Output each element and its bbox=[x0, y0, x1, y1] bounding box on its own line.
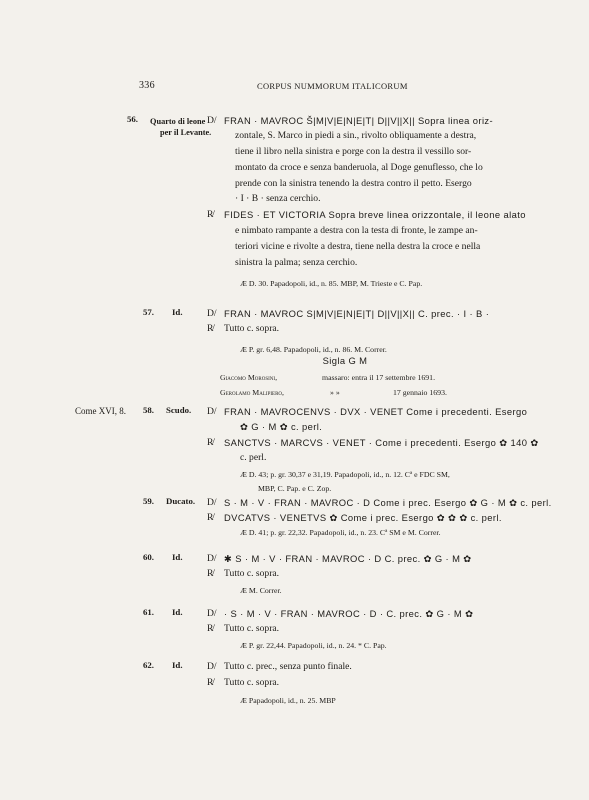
entry-61-reverse: Tutto c. sopra. bbox=[224, 623, 280, 634]
entry-57-obverse-mark: D/ bbox=[207, 308, 217, 319]
entry-60-obverse: ✱ S · M · V · FRAN · MAVROC · D C. prec. ✿ G · M ✿ bbox=[224, 553, 472, 564]
entry-56-obverse-line-6: · I · B · senza cerchio. bbox=[235, 193, 321, 204]
entry-56-reverse-line-2: e nimbato rampante a destra con la testa di fronte, le zampe an- bbox=[235, 225, 478, 236]
page-number: 336 bbox=[139, 80, 155, 91]
entry-58-references-2: MBP, C. Pap. e C. Zop. bbox=[258, 484, 332, 493]
entry-60-reverse: Tutto c. sopra. bbox=[224, 568, 280, 579]
entry-56-reverse-mark: R̸ bbox=[207, 209, 214, 220]
entry-61-references: Æ P. gr. 22,44. Papadopoli, id., n. 24. * C. Pap. bbox=[240, 641, 387, 650]
entry-56-obverse-mark: D/ bbox=[207, 115, 217, 126]
entry-56-reverse-line-3: teriori vicine e rivolte a destra, tiene nella destra la croce e nella bbox=[235, 241, 481, 252]
entry-56-reverse-line-1: FIDES · ET VICTORIA Sopra breve linea orizzontale, il leone alato bbox=[224, 209, 526, 220]
entry-62-denomination: Id. bbox=[172, 660, 183, 670]
entry-62-number: 62. bbox=[143, 660, 154, 670]
entry-56-denomination-2: per il Levante. bbox=[160, 128, 212, 137]
entry-58-reverse-mark: R̸ bbox=[207, 437, 214, 448]
entry-62-references: Æ Papadopoli, id., n. 25. MBP bbox=[240, 696, 336, 705]
entry-59-reverse: DVCATVS · VENETVS ✿ Come i prec. Esergo ✿ ✿ ✿ c. perl. bbox=[224, 512, 502, 523]
sigla-line-2-text: 17 gennaio 1693. bbox=[393, 388, 447, 397]
entry-56-number: 56. bbox=[127, 114, 138, 124]
entry-56-obverse-line-1: FRAN · MAVROC Š|M|V|E|N|E|T| D||V||X|| Sopra linea oriz- bbox=[224, 115, 494, 126]
entry-59-references: Æ D. 41; p. gr. 22,32. Papadopoli, id., n. 23. Cª SM e M. Correr. bbox=[240, 528, 441, 537]
entry-57-denomination: Id. bbox=[172, 307, 183, 317]
entry-57-obverse: FRAN · MAVROC S|M|V|E|N|E|T| D||V||X|| C. prec. · I · B · bbox=[224, 308, 490, 319]
running-title: CORPUS NUMMORUM ITALICORUM bbox=[257, 81, 408, 91]
entry-60-references: Æ M. Correr. bbox=[240, 586, 282, 595]
entry-57-reverse-mark: R̸ bbox=[207, 323, 214, 334]
entry-58-obverse-line-1: FRAN · MAVROCENVS · DVX · VENET Come i precedenti. Esergo bbox=[224, 406, 528, 417]
entry-58-number: 58. bbox=[143, 405, 154, 415]
entry-61-denomination: Id. bbox=[172, 607, 183, 617]
entry-62-obverse-mark: D/ bbox=[207, 661, 217, 672]
entry-61-obverse-mark: D/ bbox=[207, 608, 217, 619]
entry-60-number: 60. bbox=[143, 552, 154, 562]
sigla-title: Sigla G M bbox=[322, 355, 368, 366]
entry-58-denomination: Scudo. bbox=[166, 405, 192, 415]
sigla-line-2-name: Gerolamo Malipiero, bbox=[220, 388, 284, 397]
entry-61-number: 61. bbox=[143, 607, 154, 617]
entry-59-reverse-mark: R̸ bbox=[207, 512, 214, 523]
entry-56-obverse-line-2: zontale, S. Marco in piedi a sin., rivolto obliquamente a destra, bbox=[235, 130, 477, 141]
entry-57-reverse: Tutto c. sopra. bbox=[224, 323, 280, 334]
entry-56-obverse-line-4: montato da croce e senza banderuola, al Doge genuflesso, che lo bbox=[235, 162, 483, 173]
entry-58-obverse-mark: D/ bbox=[207, 406, 217, 417]
entry-59-denomination: Ducato. bbox=[166, 496, 196, 506]
entry-60-denomination: Id. bbox=[172, 552, 183, 562]
entry-58-cross-reference: Come XVI, 8. bbox=[75, 406, 126, 416]
entry-62-obverse: Tutto c. prec., senza punto finale. bbox=[224, 661, 352, 672]
sigla-line-2-ditto: » » bbox=[330, 388, 340, 397]
entry-61-obverse: · S · M · V · FRAN · MAVROC · D · C. prec. ✿ G · M ✿ bbox=[224, 608, 474, 619]
entry-58-reverse-line-2: c. perl. bbox=[240, 452, 267, 463]
entry-62-reverse-mark: R̸ bbox=[207, 677, 214, 688]
entry-56-reverse-line-4: sinistra la palma; senza cerchio. bbox=[235, 257, 358, 268]
sigla-line-1-text: massaro: entra il 17 settembre 1691. bbox=[322, 373, 436, 382]
entry-59-number: 59. bbox=[143, 496, 154, 506]
entry-56-obverse-line-5: prende con la sinistra tenendo la destra contro il petto. Esergo bbox=[235, 178, 472, 189]
entry-56-references: Æ D. 30. Papadopoli, id., n. 85. MBP, M. Trieste e C. Pap. bbox=[240, 279, 423, 288]
entry-56-obverse-line-3: tiene il libro nella sinistra e porge con la destra il vessillo sor- bbox=[235, 146, 472, 157]
entry-60-obverse-mark: D/ bbox=[207, 553, 217, 564]
entry-58-reverse-line-1: SANCTVS · MARCVS · VENET · Come i precedenti. Esergo ✿ 140 ✿ bbox=[224, 437, 539, 448]
sigla-line-1-name: Giacomo Morosini, bbox=[220, 373, 278, 382]
entry-56-denomination: Quarto di leone bbox=[150, 117, 206, 126]
entry-62-reverse: Tutto c. sopra. bbox=[224, 677, 280, 688]
entry-60-reverse-mark: R̸ bbox=[207, 568, 214, 579]
entry-57-references: Æ P. gr. 6,48. Papadopoli, id., n. 86. M. Correr. bbox=[240, 345, 387, 354]
entry-57-number: 57. bbox=[143, 307, 154, 317]
entry-58-references-1: Æ D. 43; p. gr. 30,37 e 31,19. Papadopoli, id., n. 12. Cª e FDC SM, bbox=[240, 470, 450, 479]
entry-59-obverse-mark: D/ bbox=[207, 497, 217, 508]
entry-59-obverse: S · M · V · FRAN · MAVROC · D Come i prec. Esergo ✿ G · M ✿ c. perl. bbox=[224, 497, 552, 508]
entry-61-reverse-mark: R̸ bbox=[207, 623, 214, 634]
entry-58-obverse-line-2: ✿ G · M ✿ c. perl. bbox=[240, 421, 323, 432]
